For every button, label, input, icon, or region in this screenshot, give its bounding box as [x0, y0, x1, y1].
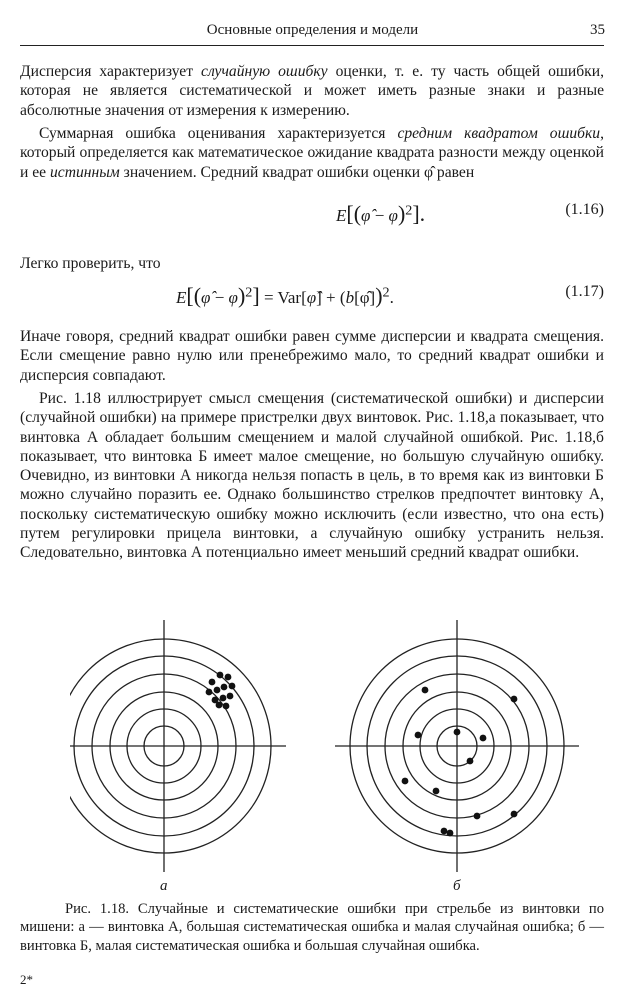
target-b-hit-8 [433, 788, 440, 795]
paragraph-explanation: Иначе говоря, средний квадрат ошибки равен сумме дисперсии и квадрата смещения. Если смещение равно нулю или пренебрежимо мало, то средний квадрат ошибки и дисперсия совпадают. [20, 328, 604, 384]
header-rule [20, 45, 604, 46]
target-b [335, 620, 579, 872]
target-a-hit-7 [229, 683, 236, 690]
target-b-hit-2 [511, 696, 518, 703]
figure-label-a: а [160, 878, 168, 894]
target-b-hit-3 [415, 732, 422, 739]
target-b-hit-10 [511, 811, 518, 818]
equation-number-1-17: (1.17) [565, 283, 604, 300]
target-b-hit-7 [402, 778, 409, 785]
target-a-hit-6 [221, 684, 228, 691]
figure-label-b: б [453, 878, 461, 894]
target-a-hit-9 [220, 695, 227, 702]
target-b-hit-1 [422, 687, 429, 694]
target-b-hit-11 [441, 828, 448, 835]
target-a-hit-2 [217, 672, 224, 679]
target-a-hit-12 [216, 702, 223, 709]
target-b-hit-5 [480, 735, 487, 742]
target-a-hit-4 [206, 689, 213, 696]
page-number: 35 [590, 22, 605, 38]
target-a-hit-5 [214, 687, 221, 694]
equation-1-16-expression: E[(φ̂ − φ)$^2$]. [336, 201, 426, 226]
figure-caption: Рис. 1.18. Случайные и систематические ошибки при стрельбе из винтовки по мишени: а — винтовка А, большая систематическая ошибка и малая случайная ошибка; б — винтовка Б, малая систематическая ошибка и большая случайная ошибка. [20, 901, 604, 954]
running-header [20, 22, 605, 44]
target-a-hit-1 [209, 679, 216, 686]
equation-1-17 [20, 283, 604, 317]
paragraph-verify: Легко проверить, что [20, 255, 161, 272]
paragraph-variance: Дисперсия характеризует случайную ошибку оценки, т. е. ту часть общей ошибки, которая не является систематической и может иметь разные знаки и разные абсолютные значения от измерения к измерению. [20, 63, 605, 119]
figure-1-18 [70, 620, 590, 900]
equation-number-1-16: (1.16) [565, 201, 604, 218]
paragraph-rifles: Рис. 1.18 иллюстрирует смысл смещения (систематической ошибки) и дисперсии (случайной ошибки) на примере пристрелки двух винтовок. Рис. 1.18,а показывает, что винтовка А обладает большим смещением и малой случайной ошибкой. Рис. 1.18,б показывает, что винтовка Б имеет малое смещение, но большую случайную ошибку. Очевидно, из винтовки А никогда нельзя попасть в цель, в то время как из винтовки Б можно случайно поразить ее. Однако большинство стрелков предпочтет винтовку А, поскольку систематическую ошибку можно исключить (если известно, что она есть) путем регулировки прицела винтовки, а случайную ошибку устранить нельзя. Следовательно, винтовка А потенциально имеет меньший средний квадрат ошибки. [20, 390, 604, 562]
target-b-hit-9 [474, 813, 481, 820]
target-a-hit-11 [223, 703, 230, 710]
header-title: Основные определения и модели [206, 22, 419, 38]
equation-1-16 [20, 201, 604, 235]
target-b-hit-12 [447, 830, 454, 837]
target-a-hit-3 [225, 674, 232, 681]
paragraph-mse: Суммарная ошибка оценивания характеризуется средним квадратом ошибки, который определяется как математическое ожидание квадрата разности между оценкой и ее истинным значением. Средний квадрат ошибки оценки φ̂ равен [20, 125, 605, 181]
target-b-hit-6 [467, 758, 474, 765]
signature-mark: 2* [20, 972, 33, 987]
target-b-hit-4 [454, 729, 461, 736]
target-a [70, 620, 286, 872]
target-a-hit-10 [227, 693, 234, 700]
targets-illustration [70, 620, 590, 878]
equation-1-17-expression: E[(φ̂ − φ)$^2$] = Var[φ̂] + (b[φ̂])$^2$. [176, 283, 394, 308]
